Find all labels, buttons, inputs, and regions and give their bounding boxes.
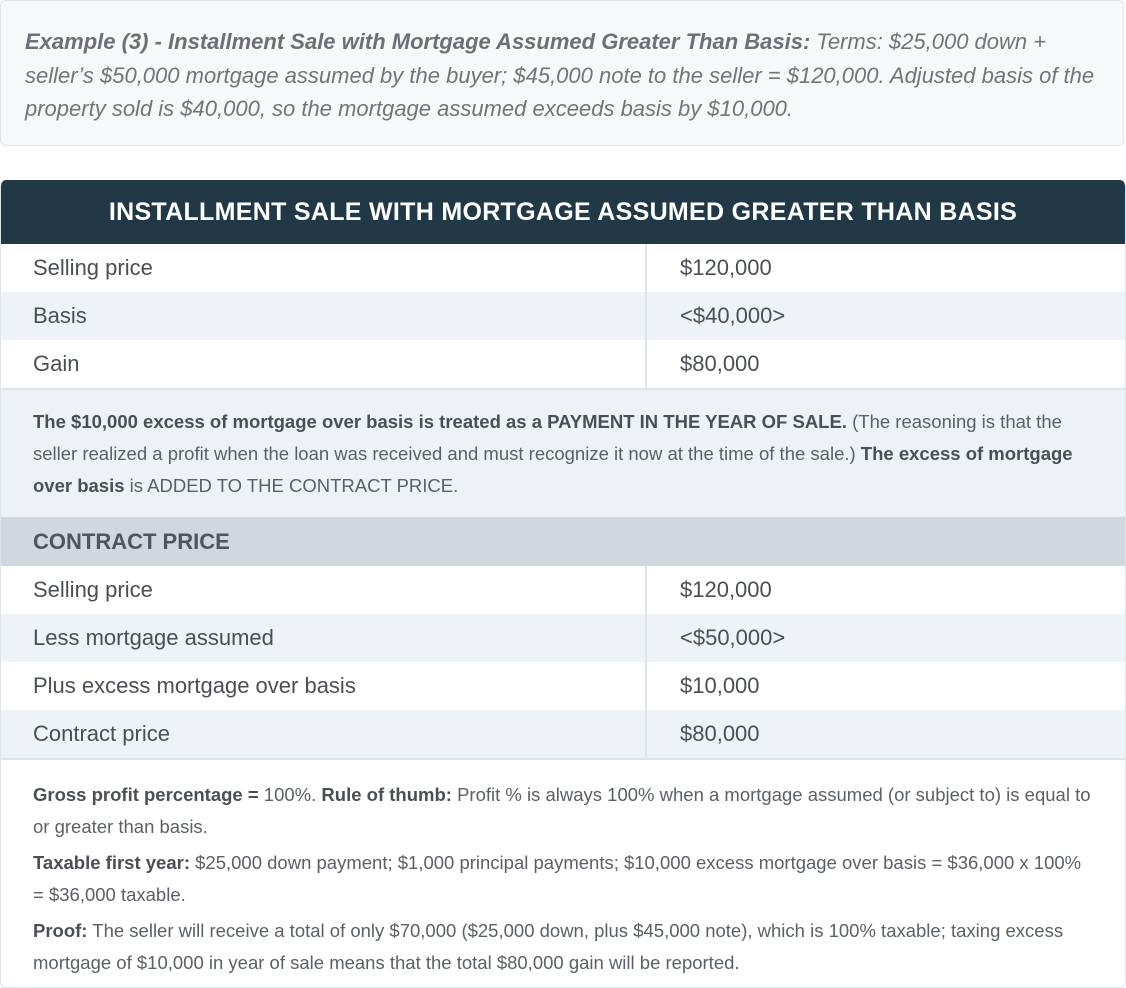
footer-text: Profit % is always 100% when a mortgage assumed (or subject to) is equal to or greater than basis. — [33, 784, 1091, 837]
installment-sale-table — [0, 180, 1126, 988]
row-label: Less mortgage assumed — [1, 614, 647, 662]
footer-bold: Proof: — [33, 920, 88, 941]
table-row — [1, 340, 1125, 388]
row-label: Selling price — [1, 244, 647, 292]
row-label: Contract price — [1, 710, 647, 758]
note-text-1: (The reasoning is that the seller realized a profit when the loan was received and must recognize it now at the time of the sale.) — [33, 411, 1062, 464]
example-callout — [0, 0, 1124, 146]
table-row — [1, 244, 1125, 292]
contract-price-heading: CONTRACT PRICE — [1, 517, 1125, 566]
gross-profit-paragraph — [33, 779, 1097, 843]
note-bold-2: The excess of mortgage over basis — [33, 443, 1073, 496]
footer-text: The seller will receive a total of only $70,000 ($25,000 down, plus $45,000 note), which is 100% taxable; taxing excess mortgage of $10,000 in year of sale means that the total $80,000 gain will be reported. — [33, 920, 1064, 973]
footer-text: $25,000 down payment; $1,000 principal payments; $10,000 excess mortgage over basis = $36,000 x 100% = $36,000 taxable. — [33, 852, 1082, 905]
excess-mortgage-note — [1, 388, 1125, 517]
table-title: INSTALLMENT SALE WITH MORTGAGE ASSUMED GREATER THAN BASIS — [1, 180, 1125, 244]
row-label: Selling price — [1, 566, 647, 614]
explanation-footer — [1, 758, 1125, 979]
footer-bold: Taxable first year: — [33, 852, 190, 873]
row-value: $10,000 — [680, 673, 760, 698]
taxable-first-year-paragraph — [33, 847, 1097, 911]
row-label: Gain — [1, 340, 647, 388]
row-value: <$40,000> — [680, 303, 786, 328]
note-bold-1: The $10,000 excess of mortgage over basis is treated as a PAYMENT IN THE YEAR OF SALE. — [33, 411, 847, 432]
table-row — [1, 292, 1125, 340]
footer-bold: Rule of thumb: — [321, 784, 452, 805]
example-text: Terms: $25,000 down + seller’s $50,000 mortgage assumed by the buyer; $45,000 note to the seller = $120,000. Adjusted basis of the property sold is $40,000, so the mortgage assumed exceeds basis by $10,000. — [25, 29, 1095, 121]
example-heading: Example (3) - Installment Sale with Mortgage Assumed Greater Than Basis: — [25, 29, 811, 54]
table-row — [1, 662, 1125, 710]
footer-bold: Gross profit percentage = — [33, 784, 259, 805]
row-value: $120,000 — [680, 577, 772, 602]
table-row — [1, 710, 1125, 758]
row-value: $120,000 — [680, 255, 772, 280]
row-value: $80,000 — [680, 351, 760, 376]
row-value: $80,000 — [680, 721, 760, 746]
proof-paragraph — [33, 915, 1097, 979]
footer-text: 100%. — [258, 784, 322, 805]
table-row — [1, 566, 1125, 614]
row-value: <$50,000> — [680, 625, 786, 650]
note-text-2: is ADDED TO THE CONTRACT PRICE. — [124, 475, 459, 496]
table-row — [1, 614, 1125, 662]
row-label: Basis — [1, 292, 647, 340]
row-label: Plus excess mortgage over basis — [1, 662, 647, 710]
